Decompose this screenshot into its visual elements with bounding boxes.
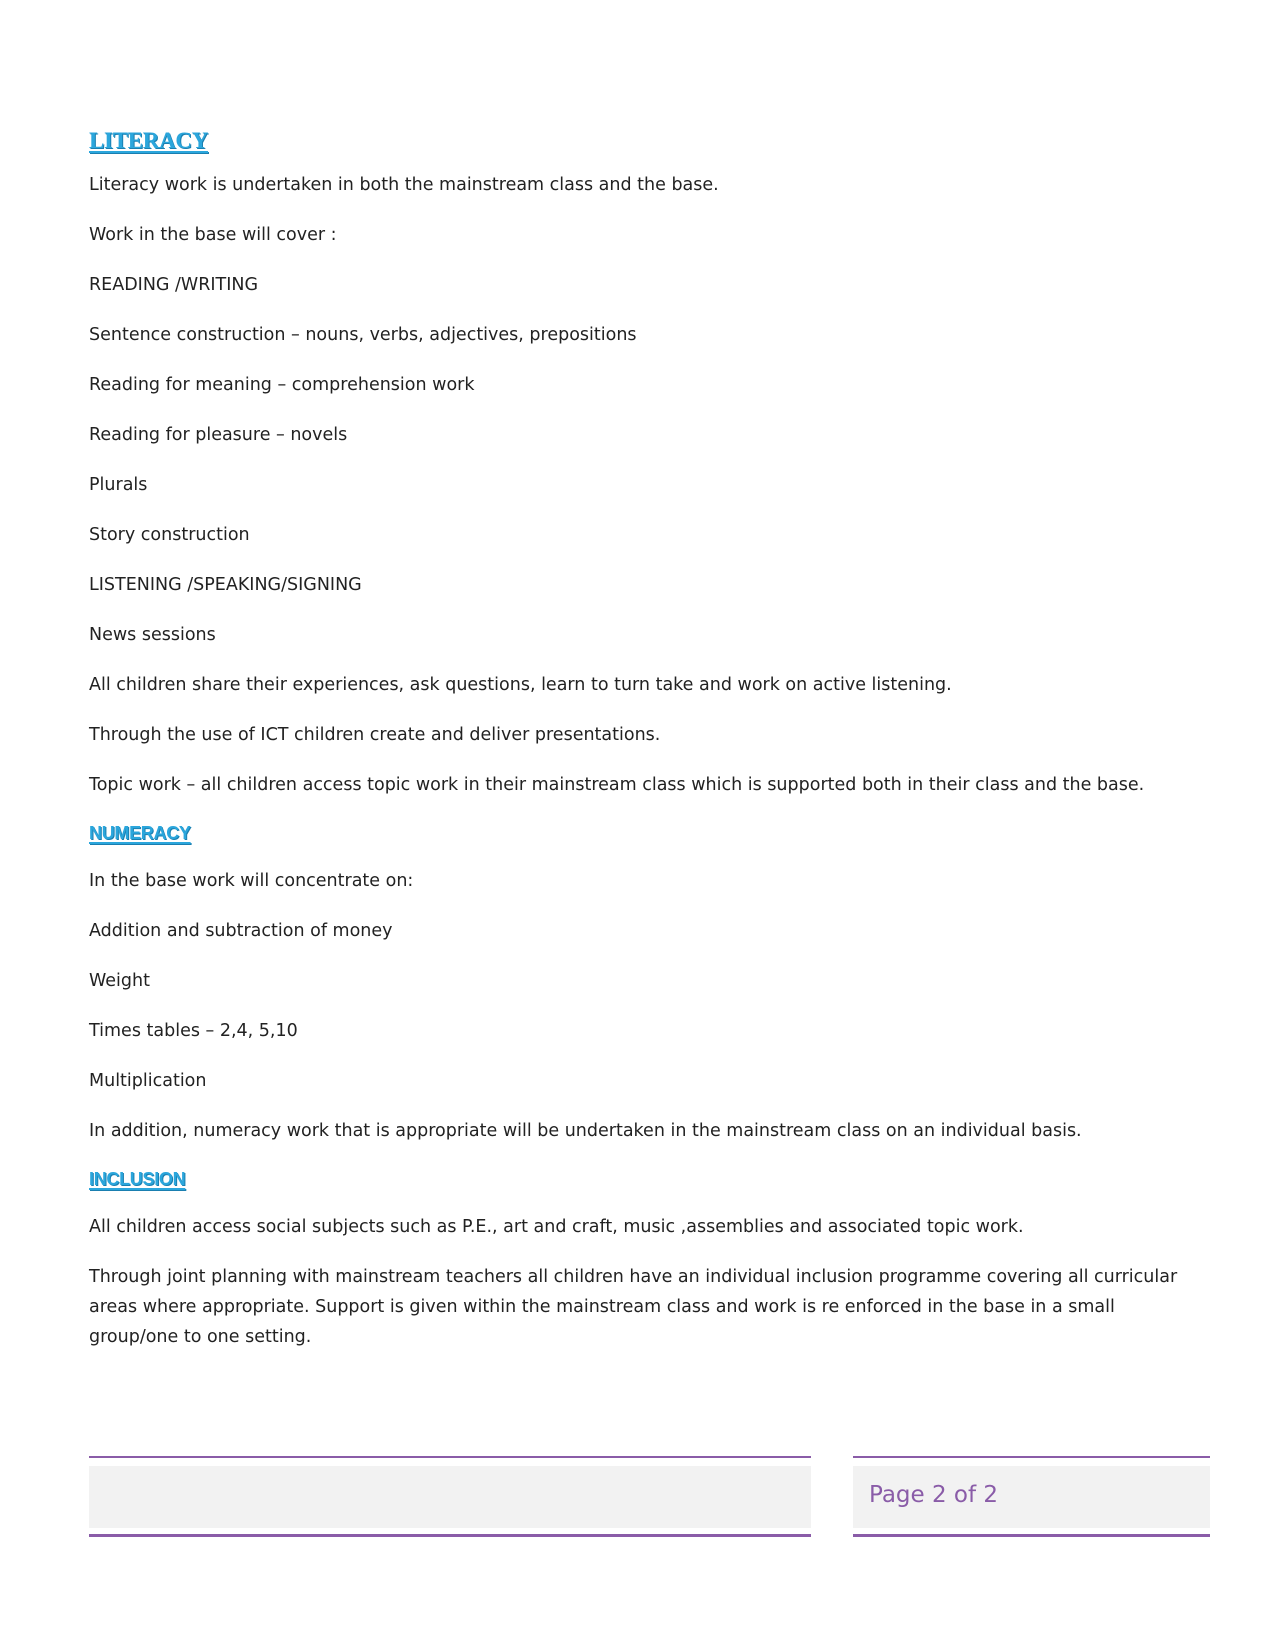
numeracy-paragraph: Multiplication <box>89 1071 207 1091</box>
literacy-paragraph: Work in the base will cover : <box>89 225 337 245</box>
literacy-paragraph: Literacy work is undertaken in both the mainstream class and the base. <box>89 175 719 195</box>
inclusion-paragraph: Through joint planning with mainstream teachers all children have an individual inclusion programme covering all curricular areas where appropriate. Support is given within the mainstream class and work is re enforced in the base in a small group/one to one setting. <box>89 1267 1178 1347</box>
literacy-paragraph: Sentence construction – nouns, verbs, adjectives, prepositions <box>89 325 637 345</box>
numeracy-paragraph: Times tables – 2,4, 5,10 <box>89 1021 298 1041</box>
literacy-paragraph: Topic work – all children access topic work in their mainstream class which is supported both in their class and the base. <box>89 775 1145 795</box>
literacy-paragraph: Through the use of ICT children create and deliver presentations. <box>89 725 661 745</box>
literacy-heading: LITERACY <box>89 128 209 153</box>
inclusion-paragraph: All children access social subjects such as P.E., art and craft, music ,assemblies and associated topic work. <box>89 1217 1024 1237</box>
inclusion-heading: INCLUSION <box>89 1169 186 1189</box>
footer-left-box <box>89 1456 811 1536</box>
footer-fill <box>89 1466 811 1528</box>
numeracy-paragraph: Addition and subtraction of money <box>89 921 393 941</box>
literacy-paragraph: Reading for meaning – comprehension work <box>89 375 475 395</box>
literacy-paragraph: Plurals <box>89 475 148 495</box>
numeracy-paragraph: Weight <box>89 971 150 991</box>
page-number: Page 2 of 2 <box>869 1482 999 1508</box>
literacy-paragraph: Reading for pleasure – novels <box>89 425 348 445</box>
footer-rule-top <box>853 1456 1210 1458</box>
document-body <box>89 126 1189 1372</box>
literacy-paragraph: All children share their experiences, ask questions, learn to turn take and work on active listening. <box>89 675 952 695</box>
footer-rule-bottom <box>853 1534 1210 1537</box>
numeracy-paragraph: In addition, numeracy work that is appropriate will be undertaken in the mainstream class on an individual basis. <box>89 1121 1082 1141</box>
literacy-paragraph: LISTENING /SPEAKING/SIGNING <box>89 575 362 595</box>
numeracy-heading: NUMERACY <box>89 823 191 843</box>
numeracy-paragraph: In the base work will concentrate on: <box>89 871 414 891</box>
literacy-paragraph: READING /WRITING <box>89 275 259 295</box>
footer-rule-bottom <box>89 1534 811 1537</box>
literacy-paragraph: News sessions <box>89 625 216 645</box>
footer-rule-top <box>89 1456 811 1458</box>
footer-page-box <box>853 1456 1210 1536</box>
literacy-paragraph: Story construction <box>89 525 250 545</box>
